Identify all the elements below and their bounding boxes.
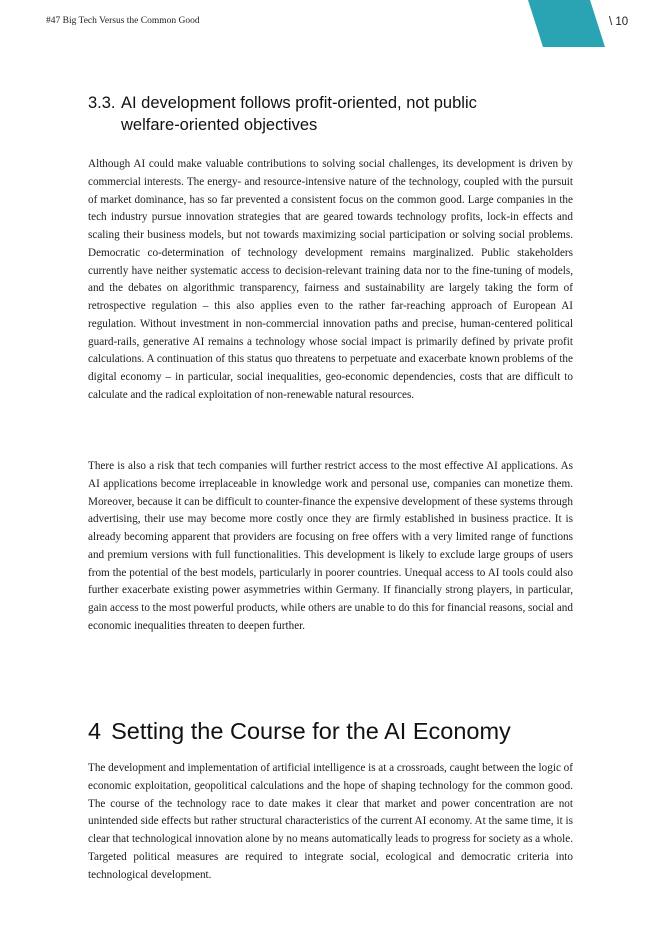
chapter-title: Setting the Course for the AI Economy (111, 718, 511, 744)
chapter-heading (88, 716, 511, 746)
section-title: AI development follows profit-oriented, not public welfare-oriented objectives (121, 94, 477, 134)
chapter-paragraph: The development and implementation of artificial intelligence is at a crossroads, caught between the logic of economic exploitation, geopolitical calculations and the hope of shaping technology for the common good. The course of the technology race to date makes it clear that market and power concentration are not unintended side effects but rather structural characteristics of the current AI economy. At the same time, it is clear that technological innovation alone by no means automatically leads to progress for society as a whole. Targeted political measures are required to integrate social, ecological and democratic criteria into technological development. (88, 762, 573, 881)
accent-parallelogram (528, 0, 605, 47)
page-number: \ 10 (609, 16, 629, 28)
chapter-number: 4 (88, 718, 102, 744)
body-paragraph-2: There is also a risk that tech companies will further restrict access to the most effective AI applications. As AI applications become irreplaceable in knowledge work and personal use, companies can monetize them. Moreover, because it can be difficult to counter-finance the expensive development of these systems through advertising, their use may become more costly once they are firmly established in business practice. It is already becoming apparent that providers are focusing on free offers with a very limited range of functions and premium versions with full functionalities. This development is likely to exclude large groups of users from the potential of the best models, particularly in poorer countries. Unequal access to AI tools could also further exacerbate existing power asymmetries within Germany. If financially strong players, in particular, gain access to the most powerful products, while others are unable to do this for financial reasons, social and economic inequalities threaten to deepen further. (88, 460, 573, 632)
body-paragraph-1: Although AI could make valuable contributions to solving social challenges, its development is driven by commercial interests. The energy- and resource-intensive nature of the technology, coupled with the pursuit of market dominance, has so far prevented a consistent focus on the common good. Large companies in the tech industry pursue innovation strategies that are geared towards technology profits, lock-in effects and scaling their business models, but not towards maximizing social participation or solving social problems. Democratic co-determination of technology development remains marginalized. Public stakeholders currently have neither systematic access to decision-relevant training data nor to the fine-tuning of models, and the debates on algorithmic transparency, fairness and sustainability are largely taking the form of retrospective regulation – this also applies even to the rather far-reaching approach of European AI regulation. Without investment in non-commercial innovation paths and precise, human-centered political guard-rails, generative AI remains a technology whose social impact is primarily defined by private profit calculations. A continuation of this status quo threatens to perpetuate and exacerbate known problems of the digital economy – in particular, social inequalities, geo-economic dependencies, costs that are difficult to calculate and the radical exploitation of non-renewable natural resources. (88, 158, 573, 401)
running-header-title: #47 Big Tech Versus the Common Good (46, 16, 200, 26)
section-heading (88, 92, 508, 136)
section-number: 3.3. (88, 94, 116, 112)
header-accent-shape (0, 0, 662, 60)
